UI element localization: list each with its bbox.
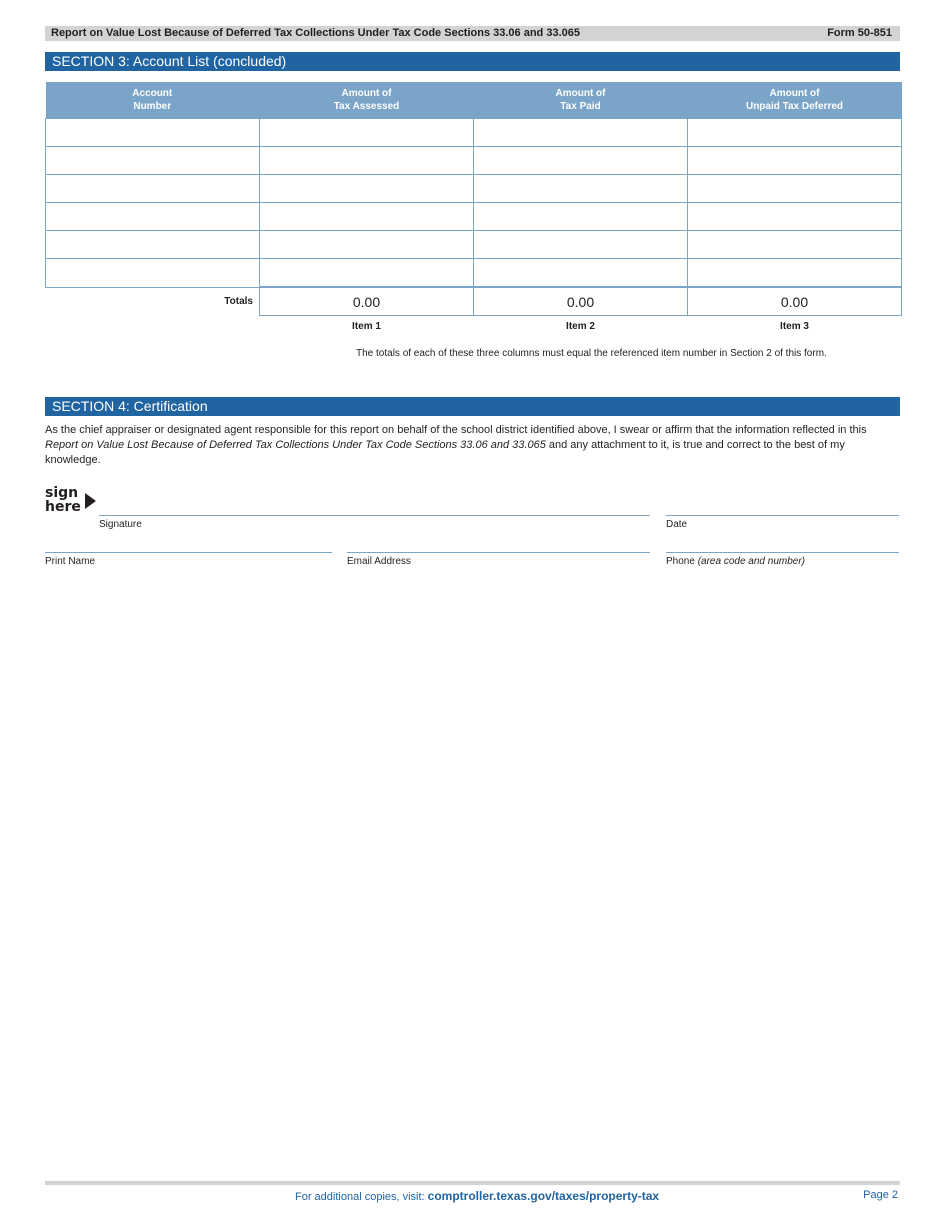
certification-statement: As the chief appraiser or designated agent responsible for this report on behalf of the school district identified above, I swear or affirm that the information reflected in this Report on Value Lost Because of Deferred Tax Collections Under Tax Code Sections 33.06 and 33.065 and any attachment to it, is true and correct to the best of my knowledge. (45, 424, 867, 466)
tax-paid-cell[interactable] (474, 203, 688, 231)
phone-hint: (area code and number) (697, 556, 805, 567)
unpaid-tax-deferred-cell[interactable] (688, 175, 902, 203)
tax-paid-cell[interactable] (474, 147, 688, 175)
signature-line[interactable] (99, 515, 650, 516)
account-number-input[interactable] (46, 203, 259, 230)
table-row (46, 203, 902, 231)
footer-bar (45, 1181, 900, 1185)
account-number-input[interactable] (46, 175, 259, 202)
account-number-cell[interactable] (46, 147, 260, 175)
tax-assessed-cell[interactable] (260, 147, 474, 175)
phone-label: Phone (area code and number) (666, 556, 805, 567)
email-label: Email Address (347, 556, 411, 567)
account-number-cell[interactable] (46, 203, 260, 231)
tax-assessed-cell[interactable] (260, 203, 474, 231)
unpaid-tax-deferred-cell[interactable] (688, 147, 902, 175)
column-header-tax-paid: Amount of Tax Paid (474, 82, 688, 119)
page-number: Page 2 (863, 1189, 898, 1201)
account-number-cell[interactable] (46, 119, 260, 147)
tax-paid-cell[interactable] (474, 259, 688, 288)
tax-assessed-cell[interactable] (260, 119, 474, 147)
tax-paid-input[interactable] (474, 119, 687, 146)
item-reference-row (46, 316, 902, 337)
section-3-header (45, 52, 900, 71)
account-number-cell[interactable] (46, 259, 260, 288)
email-line[interactable] (347, 552, 650, 553)
unpaid-tax-deferred-cell[interactable] (688, 259, 902, 288)
total-tax-assessed[interactable]: 0.00 (260, 287, 474, 316)
sign-arrow-icon (85, 493, 96, 509)
form-title: Report on Value Lost Because of Deferred Tax Collections Under Tax Code Sections 33.06 and 33.065 (51, 27, 580, 39)
tax-assessed-cell[interactable] (260, 175, 474, 203)
tax-assessed-input[interactable] (260, 147, 473, 174)
tax-assessed-input[interactable] (260, 119, 473, 146)
account-number-input[interactable] (46, 147, 259, 174)
date-label: Date (666, 519, 688, 530)
print-name-label: Print Name (45, 556, 96, 567)
signature-label: Signature (99, 519, 142, 530)
table-row (46, 259, 902, 288)
form-number: Form 50-851 (827, 27, 892, 39)
footer-copies-note: For additional copies, visit: comptroller.texas.gov/taxes/property-tax (295, 1189, 660, 1203)
section-4-header (45, 397, 900, 416)
tax-paid-input[interactable] (474, 147, 687, 174)
account-number-cell[interactable] (46, 231, 260, 259)
unpaid-tax-deferred-cell[interactable] (688, 119, 902, 147)
item-2-label: Item 2 (566, 320, 595, 332)
table-row (46, 175, 902, 203)
date-line[interactable] (666, 515, 899, 516)
report-title-italic: Report on Value Lost Because of Deferred Tax Collections Under Tax Code Sections 33.06 and 33.065 (45, 439, 546, 451)
totals-row (46, 287, 902, 316)
tax-assessed-input[interactable] (260, 203, 473, 230)
tax-paid-input[interactable] (474, 231, 687, 258)
total-tax-paid[interactable]: 0.00 (474, 287, 688, 316)
unpaid-tax-deferred-input[interactable] (688, 203, 901, 230)
item-3-label: Item 3 (780, 320, 809, 332)
unpaid-tax-deferred-cell[interactable] (688, 231, 902, 259)
total-unpaid-tax-deferred[interactable]: 0.00 (688, 287, 902, 316)
phone-line[interactable] (666, 552, 899, 553)
column-header-tax-assessed: Amount of Tax Assessed (260, 82, 474, 119)
tax-paid-cell[interactable] (474, 231, 688, 259)
item-spacer (46, 316, 260, 337)
tax-assessed-cell[interactable] (260, 259, 474, 288)
account-list-table (45, 82, 902, 336)
unpaid-tax-deferred-input[interactable] (688, 119, 901, 146)
tax-paid-input[interactable] (474, 259, 687, 286)
unpaid-tax-deferred-input[interactable] (688, 231, 901, 258)
tax-assessed-cell[interactable] (260, 231, 474, 259)
sign-here-marker (45, 486, 81, 514)
form-header-bar (45, 26, 900, 41)
unpaid-tax-deferred-cell[interactable] (688, 203, 902, 231)
sign-word: sign (45, 485, 79, 501)
section-3-title: SECTION 3: Account List (concluded) (52, 53, 287, 69)
column-header-account-number: Account Number (46, 82, 260, 119)
table-header-row (46, 82, 902, 119)
unpaid-tax-deferred-input[interactable] (688, 147, 901, 174)
unpaid-tax-deferred-input[interactable] (688, 259, 901, 286)
totals-label: Totals (46, 287, 260, 316)
tax-assessed-input[interactable] (260, 259, 473, 286)
account-number-input[interactable] (46, 231, 259, 258)
account-number-input[interactable] (46, 119, 259, 146)
print-name-line[interactable] (45, 552, 332, 553)
section-4-title: SECTION 4: Certification (52, 398, 208, 414)
totals-note: The totals of each of these three columns must equal the referenced item number in Section 2 of this form. (356, 348, 827, 359)
tax-paid-input[interactable] (474, 175, 687, 202)
tax-paid-cell[interactable] (474, 175, 688, 203)
tax-assessed-input[interactable] (260, 175, 473, 202)
tax-assessed-input[interactable] (260, 231, 473, 258)
tax-paid-cell[interactable] (474, 119, 688, 147)
table-row (46, 119, 902, 147)
footer-url-link[interactable]: comptroller.texas.gov/taxes/property-tax (427, 1189, 660, 1203)
account-number-input[interactable] (46, 259, 259, 287)
item-1-label: Item 1 (352, 320, 381, 332)
account-number-cell[interactable] (46, 175, 260, 203)
table-row (46, 231, 902, 259)
here-word: here (45, 499, 81, 515)
unpaid-tax-deferred-input[interactable] (688, 175, 901, 202)
tax-paid-input[interactable] (474, 203, 687, 230)
column-header-unpaid-tax-deferred: Amount of Unpaid Tax Deferred (688, 82, 902, 119)
table-row (46, 147, 902, 175)
